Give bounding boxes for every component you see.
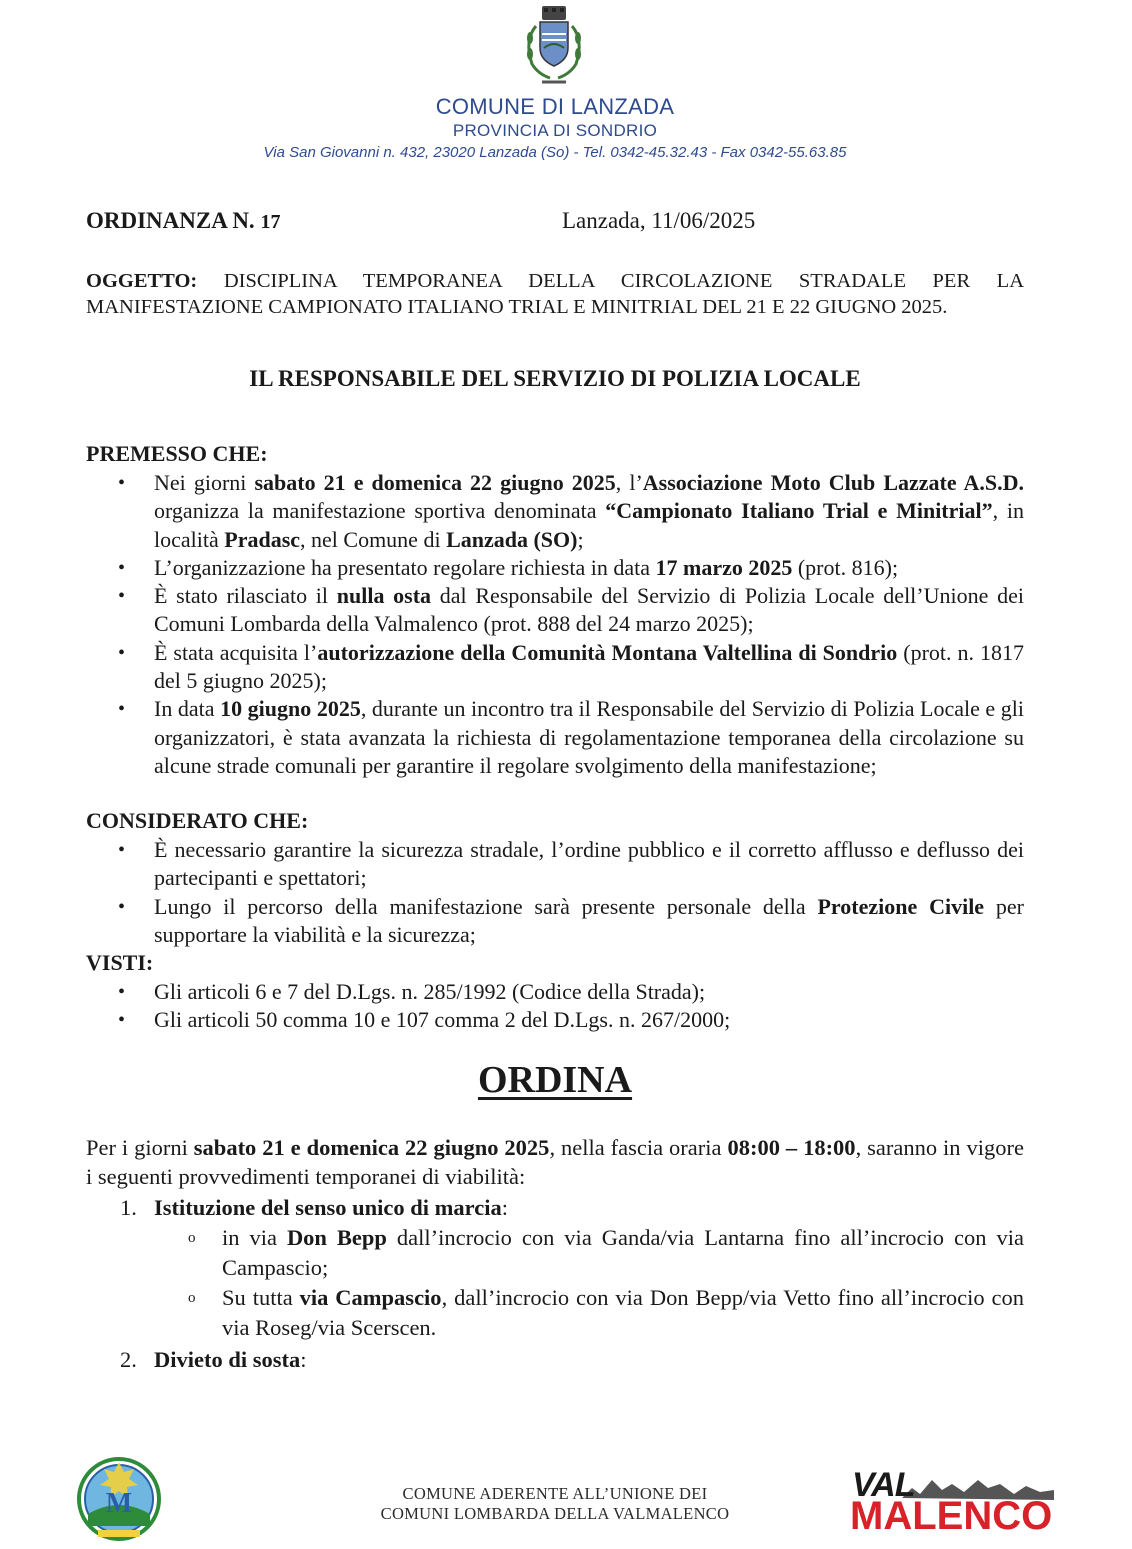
visti-list (86, 978, 1024, 1035)
senso-unico-sublist (154, 1223, 1024, 1343)
considerato-title: CONSIDERATO CHE: (86, 808, 309, 833)
oggetto-label: OGGETTO: (86, 270, 198, 292)
list-item: • È stato rilasciato il nulla osta dal Responsabile del Servizio di Polizia Locale dell’Unione dei Comuni Lombarda della Valmalenco (prot. 888 del 24 marzo 2025); (86, 582, 1024, 639)
list-item: • Lungo il percorso della manifestazione sarà presente personale della Protezione Civile per supportare la viabilità e la sicurezza; (86, 893, 1024, 950)
list-item: • Gli articoli 50 comma 10 e 107 comma 2 del D.Lgs. n. 267/2000; (86, 1006, 1024, 1034)
oggetto-paragraph (86, 268, 1024, 320)
ordinanza-date: Lanzada, 11/06/2025 (562, 208, 756, 233)
footer-line-1: COMUNE ADERENTE ALL’UNIONE DEI (402, 1484, 708, 1503)
ordina-intro: Per i giorni sabato 21 e domenica 22 giugno 2025, nella fascia oraria 08:00 – 18:00, saranno in vigore i seguenti provvedimenti temporanei di viabilità: (86, 1135, 1024, 1189)
list-item: • L’organizzazione ha presentato regolare richiesta in data 17 marzo 2025 (prot. 816); (86, 554, 1024, 582)
logo-left-letter: M (105, 1488, 133, 1519)
list-item: • È necessario garantire la sicurezza stradale, l’ordine pubblico e il corretto afflusso e deflusso dei partecipanti e spettatori; (86, 836, 1024, 893)
oggetto-text: DISCIPLINA TEMPORANEA DELLA CIRCOLAZIONE STRADALE PER LA MANIFESTAZIONE CAMPIONATO ITALIANO TRIAL E MINITRIAL DEL 21 E 22 GIUGNO 2025. (86, 270, 1025, 318)
list-item: • Nei giorni sabato 21 e domenica 22 giugno 2025, l’Associazione Moto Club Lazzate A.S.D. organizza la manifestazione sportiva denominata “Campionato Italiano Trial e Minitrial”, in località Pradasc, nel Comune di Lanzada (SO); (86, 469, 1024, 554)
header-provincia: PROVINCIA DI SONDRIO (452, 121, 658, 140)
list-item: • È stata acquisita l’autorizzazione della Comunità Montana Valtellina di Sondrio (prot. n. 1817 del 5 giugno 2025); (86, 639, 1024, 696)
responsabile-heading: IL RESPONSABILE DEL SERVIZIO DI POLIZIA LOCALE (249, 366, 861, 391)
list-item: o in via Don Bepp dall’incrocio con via Ganda/via Lantarna fino all’incrocio con via Campascio; (154, 1223, 1024, 1283)
ordina-list (86, 1193, 1024, 1375)
list-item: • In data 10 giugno 2025, durante un incontro tra il Responsabile del Servizio di Polizia Locale e gli organizzatori, è stata avanzata la richiesta di regolamentazione temporanea della circolazione su alcune strade comunali per garantire il regolare svolgimento della manifestazione; (86, 695, 1024, 780)
list-item: • Gli articoli 6 e 7 del D.Lgs. n. 285/1992 (Codice della Strada); (86, 978, 1024, 1006)
premesso-list (86, 469, 1024, 780)
footer-line-2: COMUNI LOMBARDA DELLA VALMALENCO (380, 1504, 730, 1523)
ordina-heading: ORDINA (477, 1059, 633, 1101)
list-item: 2. Divieto di sosta: (120, 1347, 307, 1372)
municipal-crest-icon (516, 4, 592, 92)
list-item: 1. Istituzione del senso unico di marcia: o in via Don Bepp dall’incrocio con via Ganda/via Lantarna fino all’incrocio con via Campascio; o Su tutta via Campascio, dall’incrocio con via Don Bepp/via Vetto fino all’incrocio con via Roseg/via Scerscen. (86, 1193, 1024, 1343)
considerato-list (86, 836, 1024, 949)
valmalenco-logo (846, 1466, 1068, 1536)
ordinanza-num: 17 (260, 211, 281, 233)
list-item: o Su tutta via Campascio, dall’incrocio con via Don Bepp/via Vetto fino all’incrocio con via Roseg/via Scerscen. (154, 1283, 1024, 1343)
logo-right-line-2: MALENCO (850, 1494, 1053, 1538)
ordinanza-number (86, 208, 280, 234)
ordinanza-label: ORDINANZA N. (86, 208, 255, 233)
header-comune: COMUNE DI LANZADA (435, 94, 675, 119)
logo-right-line-1: VAL (852, 1466, 915, 1504)
visti-title: VISTI: (86, 950, 154, 975)
premesso-title: PREMESSO CHE: (86, 441, 268, 466)
header-address: Via San Giovanni n. 432, 23020 Lanzada (So) - Tel. 0342-45.32.43 - Fax 0342-55.63.85 (263, 144, 847, 161)
